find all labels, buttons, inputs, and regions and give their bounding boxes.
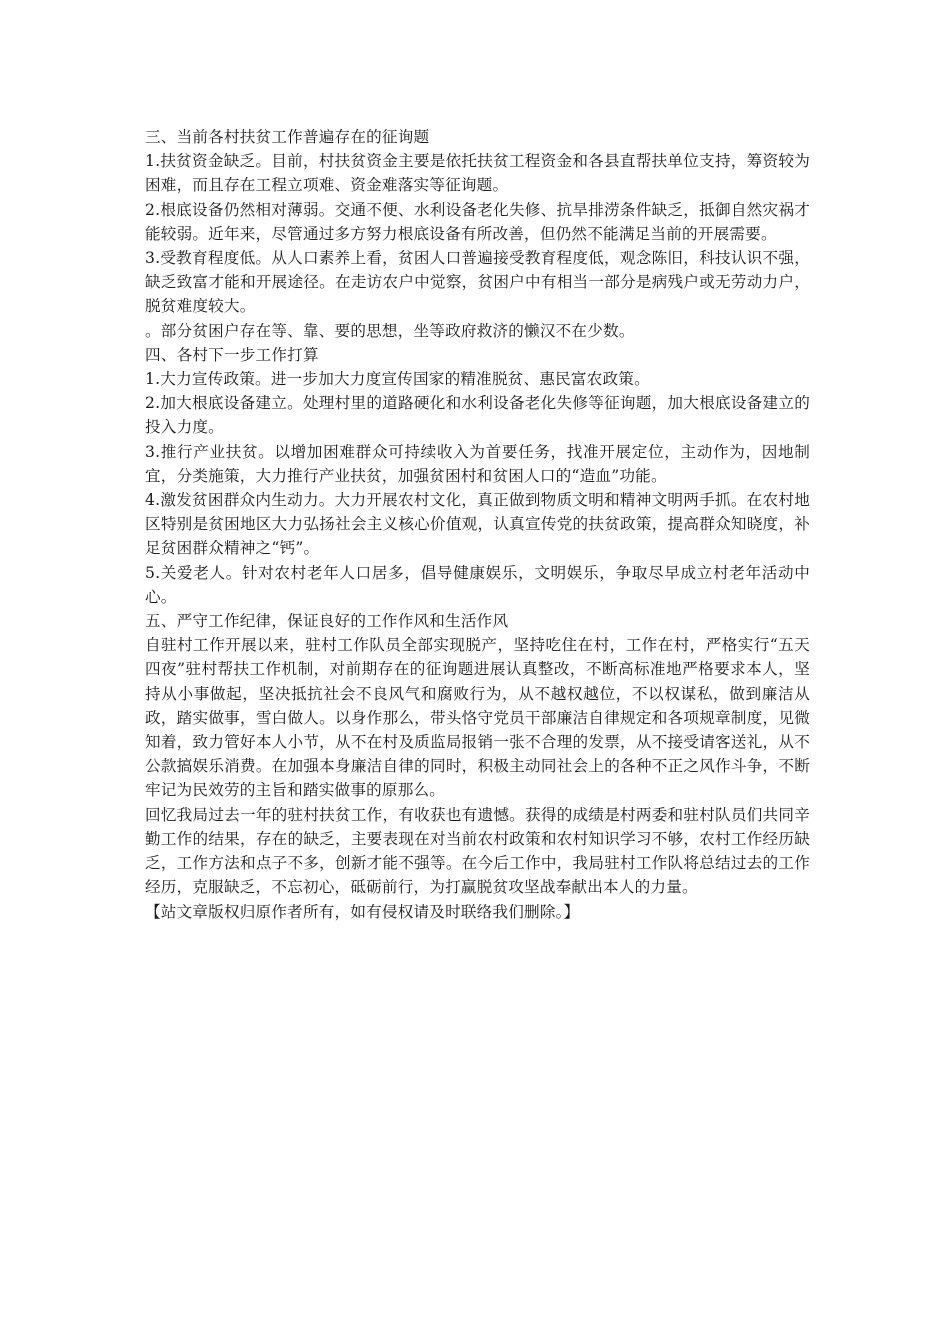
paragraph-infrastructure: 2.根底设备仍然相对薄弱。交通不便、水利设备老化失修、抗旱排涝条件缺乏，抵御自然灾祸才能较弱。近年来，尽管通过多方努力根底设备有所改善，但仍然不能满足当前的开展需要。: [145, 200, 810, 243]
copyright-notice: 【站文章版权归原作者所有，如有侵权请及时联络我们删除。】: [145, 902, 580, 921]
paragraph-funding: 1.扶贫资金缺乏。目前，村扶贫资金主要是依托扶贫工程资金和各县直帮扶单位支持，筹资较为困难，而且存在工程立项难、资金难落实等征询题。: [145, 152, 810, 195]
paragraph-review: 回忆我局过去一年的驻村扶贫工作，有收获也有遗憾。获得的成绩是村两委和驻村队员们共同辛勤工作的结果，存在的缺乏，主要表现在对当前农村政策和农村知识学习不够，农村工作经历缺乏，工作方法和点子不多，创新才能不强等。在今后工作中，我局驻村工作队将总结过去的工作经历，克服缺乏，不忘初心，砥砺前行，为打赢脱贫攻坚战奉献出本人的力量。: [145, 805, 810, 897]
paragraph-discipline: 自驻村工作开展以来，驻村工作队员全部实现脱产，坚持吃住在村，工作在村，严格实行“五天四夜”驻村帮扶工作机制，对前期存在的征询题进展认真整改，不断高标准地严格要求本人，坚持从小事做起，坚决抵抗社会不良风气和腐败行为，从不越权越位，不以权谋私，做到廉洁从政，踏实做事，雪白做人。以身作那么，带头恪守党员干部廉洁自律规定和各项规章制度，见微知着，致力管好本人小节，从不在村及质监局报销一张不合理的发票，从不接受请客送礼，从不公款搞娱乐消费。在加强本身廉洁自律的同时，积极主动同社会上的各种不正之风作斗争，不断牢记为民效劳的主旨和踏实做事的原那么。: [145, 636, 810, 800]
paragraph-industry: 3.推行产业扶贫。以增加困难群众可持续收入为首要任务，找准开展定位，主动作为，因地制宜，分类施策，大力推行产业扶贫，加强贫困村和贫困人口的“造血”功能。: [145, 442, 810, 485]
document-body: [145, 125, 810, 924]
section-heading-4: 四、各村下一步工作打算: [145, 345, 319, 364]
paragraph-build-infrastructure: 2.加大根底设备建立。处理村里的道路硬化和水利设备老化失修等征询题，加大根底设备建立的投入力度。: [145, 394, 810, 437]
paragraph-mindset: 。部分贫困户存在等、靠、要的思想，坐等政府救济的懒汉不在少数。: [145, 321, 635, 340]
section-heading-5: 五、严守工作纪律，保证良好的工作作风和生活作风: [145, 612, 509, 631]
paragraph-motivation: 4.激发贫困群众内生动力。大力开展农村文化，真正做到物质文明和精神文明两手抓。在农村地区特别是贫困地区大力弘扬社会主义核心价值观，认真宣传党的扶贫政策，提高群众知晓度，补足贫困群众精神之“钙”。: [145, 491, 810, 558]
section-heading-3: 三、当前各村扶贫工作普遍存在的征询题: [145, 128, 430, 146]
paragraph-policy: 1.大力宣传政策。进一步加大力度宣传国家的精准脱贫、惠民富农政策。: [145, 370, 650, 389]
paragraph-elderly: 5.关爱老人。针对农村老年人口居多，倡导健康娱乐，文明娱乐，争取尽早成立村老年活动中心。: [145, 563, 810, 606]
paragraph-education: 3.受教育程度低。从人口素养上看，贫困人口普遍接受教育程度低，观念陈旧，科技认识不强，缺乏致富才能和开展途径。在走访农户中觉察，贫困户中有相当一部分是病残户或无劳动力户，脱贫难度较大。: [145, 249, 810, 316]
